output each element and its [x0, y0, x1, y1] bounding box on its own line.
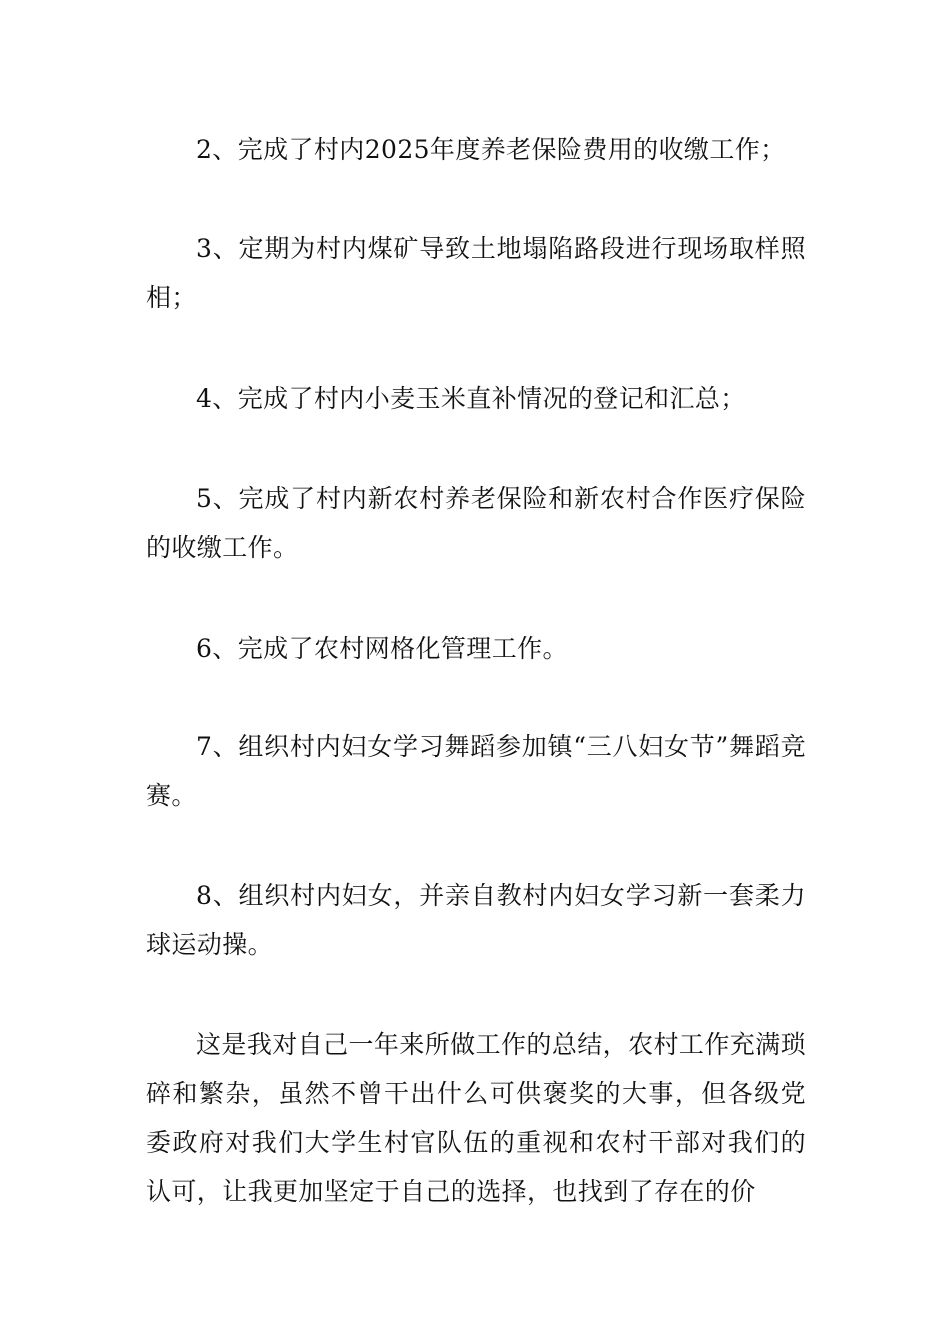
paragraph-item-4: 4、完成了村内小麦玉米直补情况的登记和汇总；	[196, 384, 746, 413]
paragraph-item-8: 8、组织村内妇女，并亲自教村内妇女学习新一套柔力球运动操。	[146, 881, 806, 959]
paragraph-item-2: 2、完成了村内2025年度养老保险费用的收缴工作；	[196, 135, 786, 164]
paragraph-item-3: 3、定期为村内煤矿导致土地塌陷路段进行现场取样照相；	[146, 234, 806, 312]
paragraph-item-7: 7、组织村内妇女学习舞蹈参加镇“三八妇女节”舞蹈竞赛。	[146, 732, 806, 810]
paragraph-item-6: 6、完成了农村网格化管理工作。	[196, 634, 568, 663]
summary-paragraph: 这是我对自己一年来所做工作的总结，农村工作充满琐碎和繁杂，虽然不曾干出什么可供褒奖的大事，但各级党委政府对我们大学生村官队伍的重视和农村干部对我们的认可，让我更加坚定于自己的选择，也找到了存在的价	[146, 1030, 806, 1206]
paragraph-item-5: 5、完成了村内新农村养老保险和新农村合作医疗保险的收缴工作。	[146, 484, 806, 562]
